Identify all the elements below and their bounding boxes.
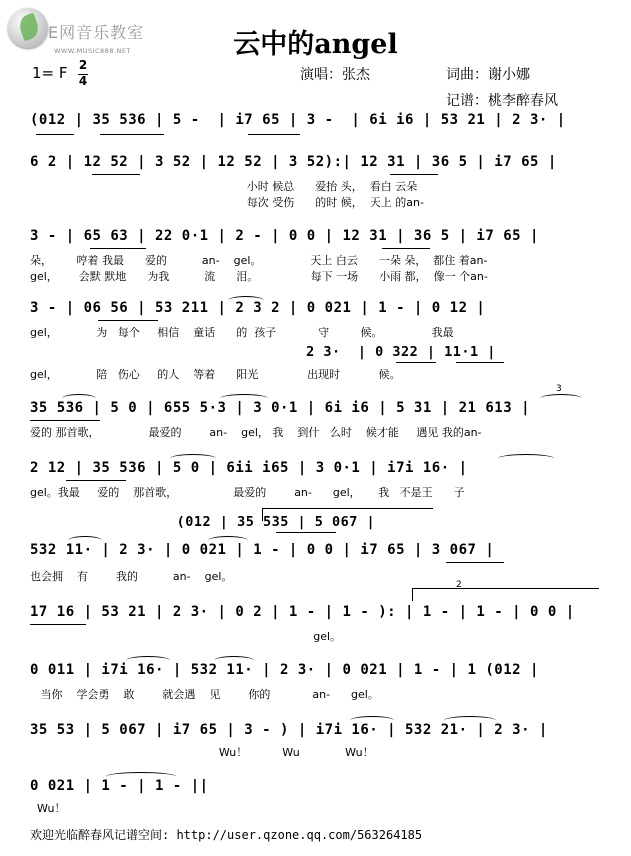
notation-line: 0 011 | i7i 16· | 532 11· | 2 3· | 0 021 | 1 - | 1 (012 | [30,662,539,678]
page-title: 云中的angel [233,29,398,60]
composer-credit: 词曲：谢小娜 [446,67,530,83]
lyric-verse-1: gel。 [30,630,342,643]
notation-line: 2 3· | 0 322 | 11·1 | [30,344,496,360]
notation-line: 2 12 | 35 536 | 5 0 | 6ii i65 | 3 0·1 | i7i 16· | [30,460,468,476]
notation-line: 3 - | 06 56 | 53 211 | 2 3 2 | 0 021 | 1 - | 0 12 | [30,300,486,316]
singer-credit: 演唱：张杰 [300,67,370,83]
lyric-verse-1: 朵， 哼着 我最 爱的 an- gel。 天上 白云 一朵 朵， 都住 着an- [30,254,488,267]
notation-line: 35 53 | 5 067 | i7 65 | 3 - ) | i7i 16· | 532 21· | 2 3· | [30,722,548,738]
notation-line: 35 536 | 5 0 | 655 5·3 | 3 0·1 | 6i i6 | 5 31 | 21 613 | [30,400,531,416]
lyric-verse-1: 也会拥 有 我的 an- gel。 [30,570,233,583]
logo-url: WWW.MUSIC888.NET [54,47,131,55]
lyric-verse-1: Wu！ Wu Wu！ [30,746,374,759]
notation-line: 6 2 | 12 52 | 3 52 | 12 52 | 3 52):| 12 31 | 36 5 | i7 65 | [30,154,557,170]
lyric-verse-2: 每次 受伤 的时 候， 天上 的an- [30,196,424,209]
logo-text: E网音乐教室 [48,23,145,42]
time-signature-bottom: 4 [78,74,88,88]
transcriber-credit: 记谱：桃李醉春风 [446,93,558,109]
lyric-verse-2: gel， 陪 伤心 的人 等着 阳光 出现时 候。 [30,368,401,381]
lyric-verse-1: gel， 为 每个 相信 童话 的 孩子 守 候。 我最 [30,326,454,339]
footer-credit: 欢迎光临醉春风记谱空间: http://user.qzone.qq.com/563264185 [30,828,423,842]
notation-line: 17 16 | 53 21 | 2 3· | 0 2 | 1 - | 1 - ): | 1 - | 1 - | 0 0 | [30,604,575,620]
lyric-verse-1: 小时 候总 爱抬 头， 看白 云朵 [30,180,418,193]
notation-line: 0 021 | 1 - | 1 - || [30,778,209,794]
notation-line: (012 | 35 536 | 5 - | i7 65 | 3 - | 6i i6 | 53 21 | 2 3· | [30,112,566,128]
notation-line: (012 | 35 535 | 5 067 | [30,514,376,530]
lyric-verse-1: 爱的 那首歌， 最爱的 an- gel， 我 到什 么时 候才能 遇见 我的an- [30,426,482,439]
notation-line: 532 11· | 2 3· | 0 021 | 1 - | 0 0 | i7 65 | 3 067 | [30,542,495,558]
lyric-verse-1: Wu！ [30,802,66,815]
key-signature: 1= F [32,64,68,82]
time-signature-top: 2 [78,58,88,72]
lyric-verse-1: gel。我最 爱的 那首歌， 最爱的 an- gel， 我 不是王 子 [30,486,465,499]
lyric-verse-1: 当你 学会勇 敢 就会遇 见 你的 an- gel。 [30,688,379,701]
notation-line: 3 - | 65 63 | 22 0·1 | 2 - | 0 0 | 12 31 | 36 5 | i7 65 | [30,228,539,244]
lyric-verse-2: gel， 会默 默地 为我 流 泪。 每下 一场 小雨 都， 像一 个an- [30,270,488,283]
second-ending-bracket [412,588,599,601]
